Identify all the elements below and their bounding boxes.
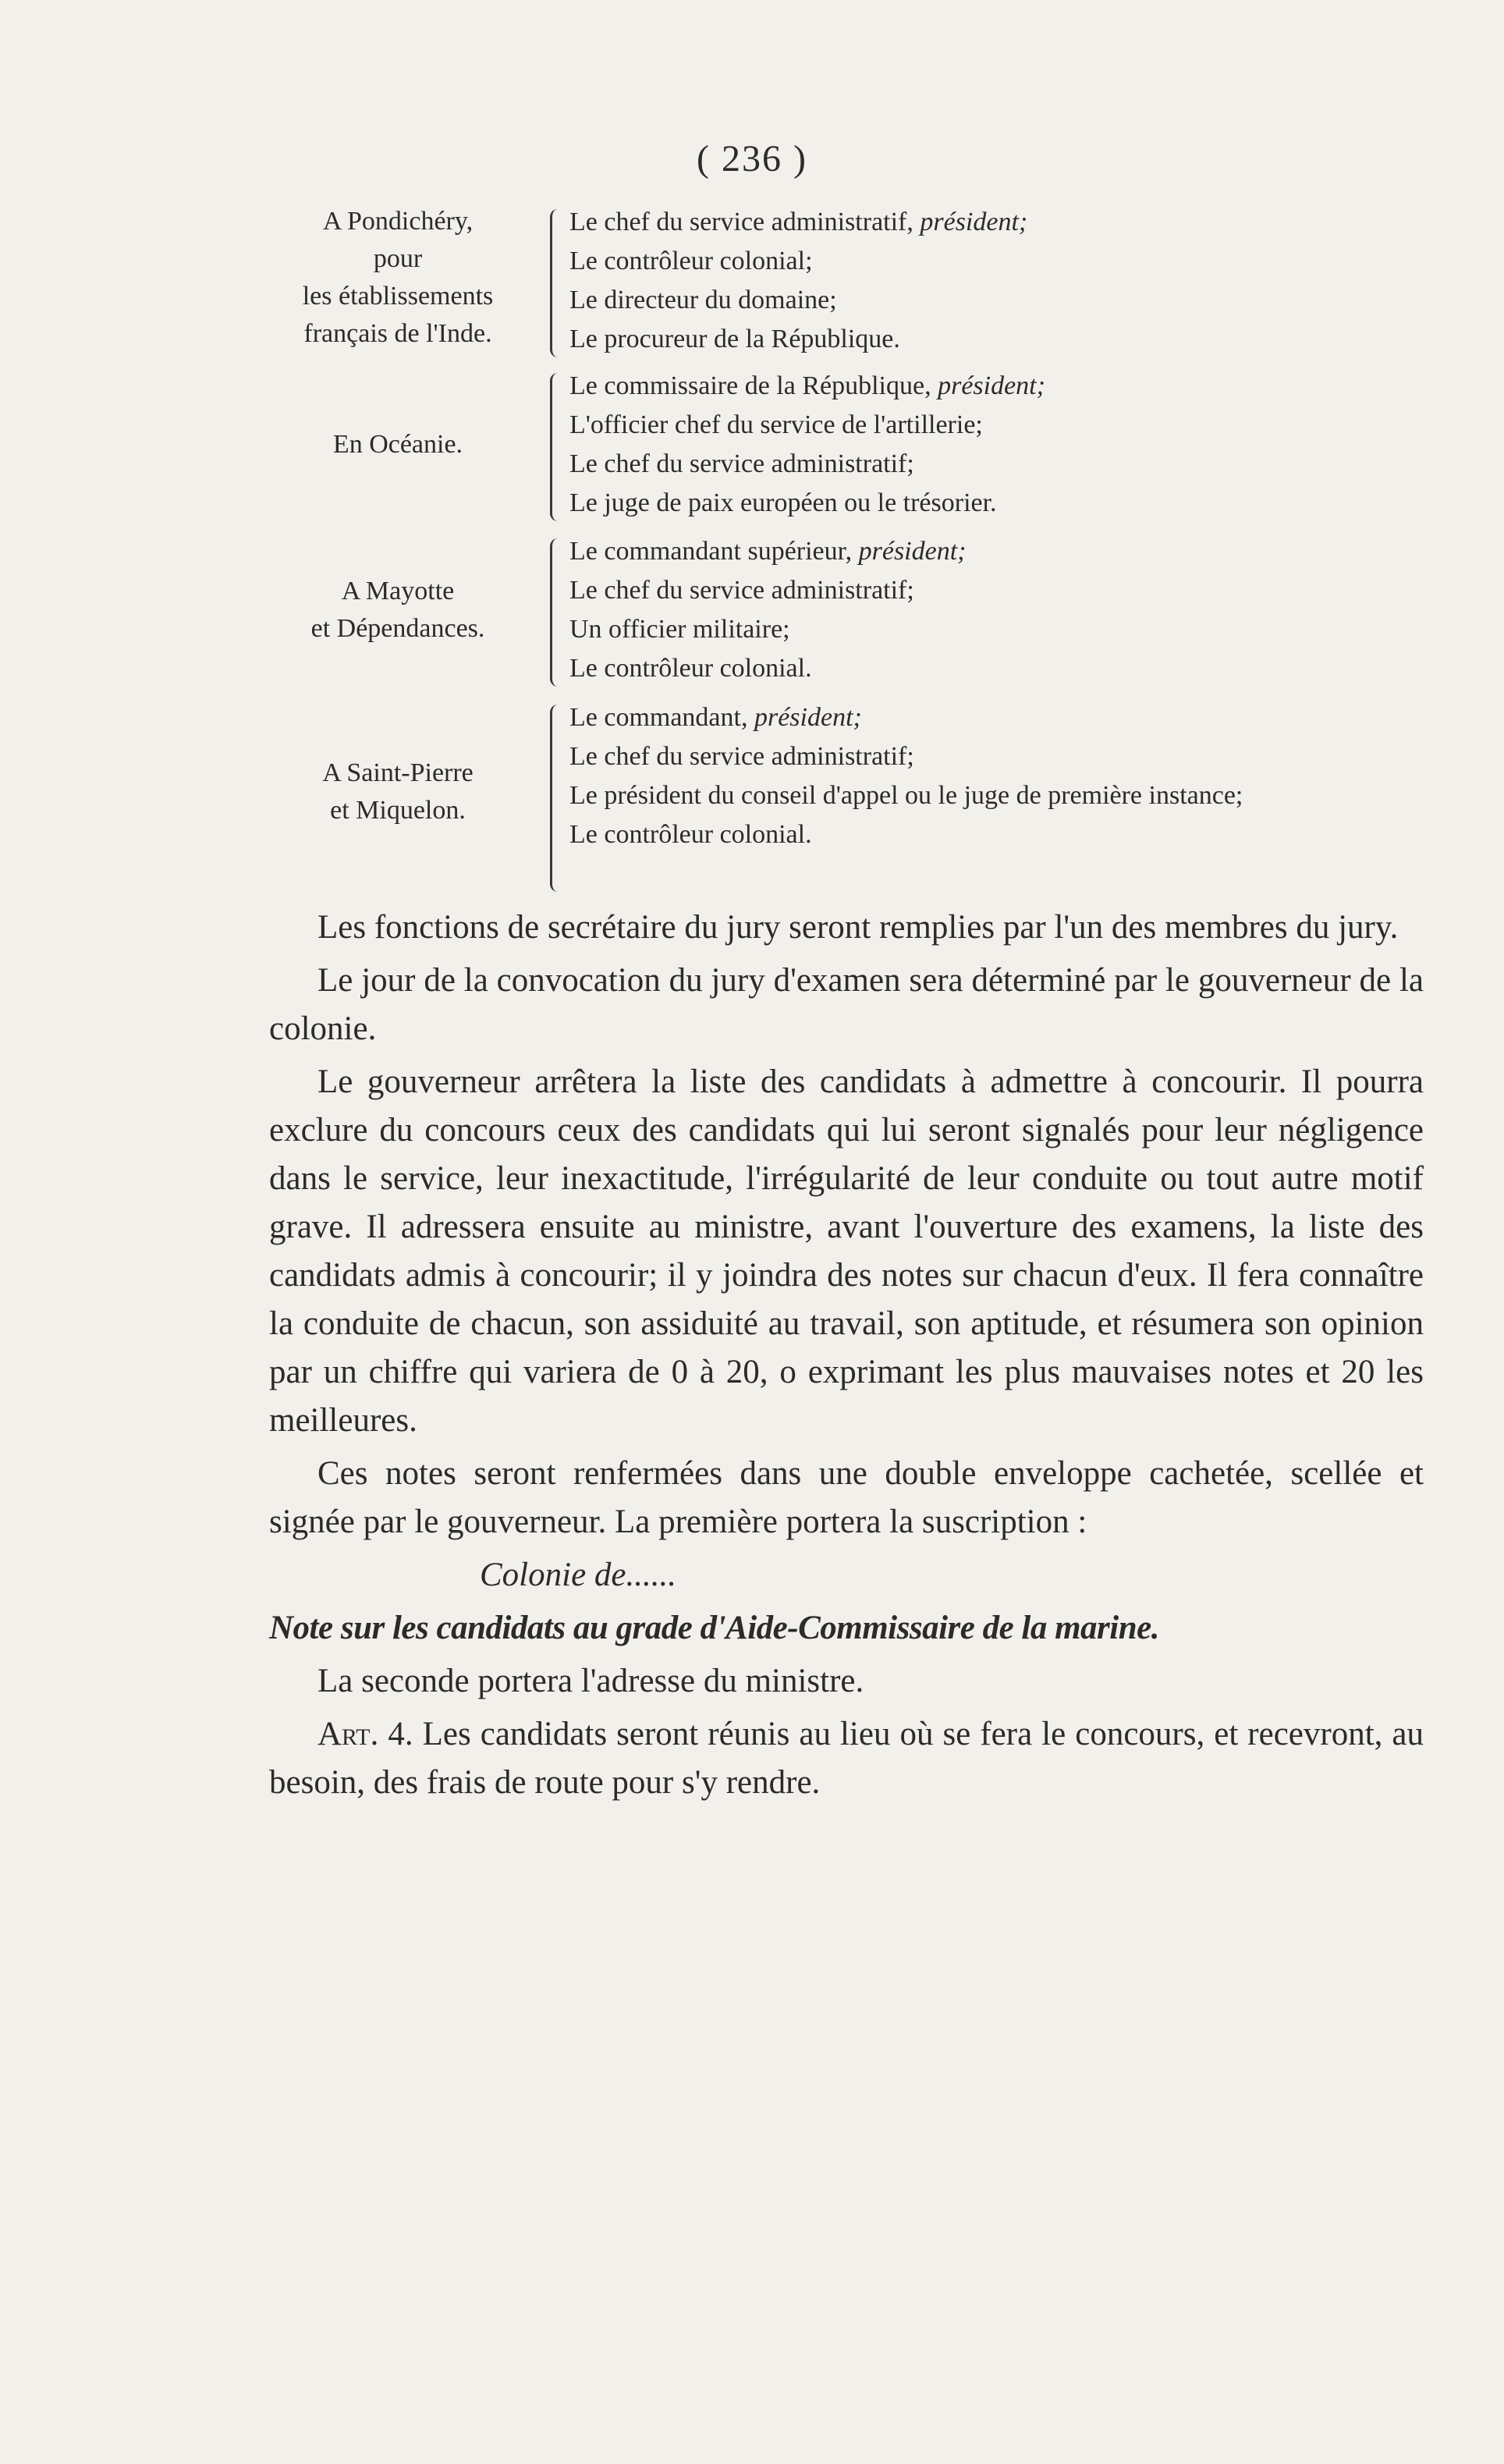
brace xyxy=(550,705,566,892)
member: Le contrôleur colonial. xyxy=(569,654,812,683)
article-paragraph xyxy=(269,1710,1424,1807)
brace xyxy=(550,373,566,521)
member: Le chef du service administratif; xyxy=(569,742,914,771)
article-label: Art. xyxy=(317,1716,379,1752)
note-title: Note sur les candidats au grade d'Aide-Commissaire de la marine. xyxy=(269,1610,1159,1646)
member: Le juge de paix européen ou le trésorier. xyxy=(569,488,997,517)
paragraph: Le gouverneur arrêtera la liste des candidats à admettre à concourir. Il pourra exclure du concours ceux des candidats qui lui seront signalés pour leur négligence dans le service, leur inexactitude, l'irrégularité de leur conduite ou tout autre motif grave. Il adressera ensuite au ministre, avant l'ouverture des examens, la liste des candidats admis à concourir; il y joindra des notes sur chacun d'eux. Il fera connaître la conduite de chacun, son assiduité au travail, son aptitude, et résumera son opinion par un chiffre qui variera de 0 à 20, o exprimant les plus mauvaises notes et 20 les meilleures. xyxy=(269,1063,1424,1439)
jury-members xyxy=(569,698,1435,854)
suscription: Colonie de...... xyxy=(480,1557,676,1593)
body-text xyxy=(269,904,1424,1812)
member: Le procureur de la République. xyxy=(569,325,900,353)
jury-place xyxy=(257,754,538,829)
place-line: A Mayotte xyxy=(341,577,455,605)
brace xyxy=(550,538,566,687)
member: Le chef du service administratif; xyxy=(569,576,914,605)
member: Le chef du service administratif, président; xyxy=(569,208,1028,236)
member: Un officier militaire; xyxy=(569,615,790,644)
jury-place xyxy=(257,203,538,353)
member: Le contrôleur colonial; xyxy=(569,247,813,275)
place-line: A Saint-Pierre xyxy=(322,758,474,787)
place-line: En Océanie. xyxy=(332,430,463,459)
member: Le directeur du domaine; xyxy=(569,286,837,314)
paragraph: Les fonctions de secrétaire du jury seront remplies par l'un des membres du jury. xyxy=(317,909,1399,946)
member: Le commandant supérieur, président; xyxy=(569,537,967,566)
brace xyxy=(550,209,566,357)
place-line: les établissements xyxy=(302,282,494,311)
paragraph: La seconde portera l'adresse du ministre. xyxy=(317,1663,864,1699)
jury-place xyxy=(257,426,538,463)
member: Le commandant, président; xyxy=(569,703,862,732)
member: Le chef du service administratif; xyxy=(569,449,914,478)
jury-members xyxy=(569,532,1435,688)
member: Le commissaire de la République, président; xyxy=(569,371,1045,400)
place-line: A Pondichéry, xyxy=(322,207,474,236)
paragraph: Le jour de la convocation du jury d'examen sera déterminé par le gouverneur de la colonie. xyxy=(269,962,1424,1047)
place-line: et Miquelon. xyxy=(330,796,466,825)
member: Le contrôleur colonial. xyxy=(569,820,812,849)
paragraph: Ces notes seront renfermées dans une double enveloppe cachetée, scellée et signée par le gouverneur. La première portera la suscription : xyxy=(269,1455,1424,1540)
place-line: français de l'Inde. xyxy=(303,319,492,348)
article-text: 4. Les candidats seront réunis au lieu où se fera le concours, et recevront, au besoin, des frais de route pour s'y rendre. xyxy=(269,1716,1424,1801)
member: L'officier chef du service de l'artillerie; xyxy=(569,410,983,439)
jury-members xyxy=(569,367,1435,523)
place-line: et Dépendances. xyxy=(310,614,485,643)
member: Le président du conseil d'appel ou le juge de première instance; xyxy=(569,781,1243,810)
page-number: ( 236 ) xyxy=(697,138,807,179)
jury-place xyxy=(257,573,538,648)
jury-members xyxy=(569,203,1435,359)
place-line: pour xyxy=(373,244,423,273)
